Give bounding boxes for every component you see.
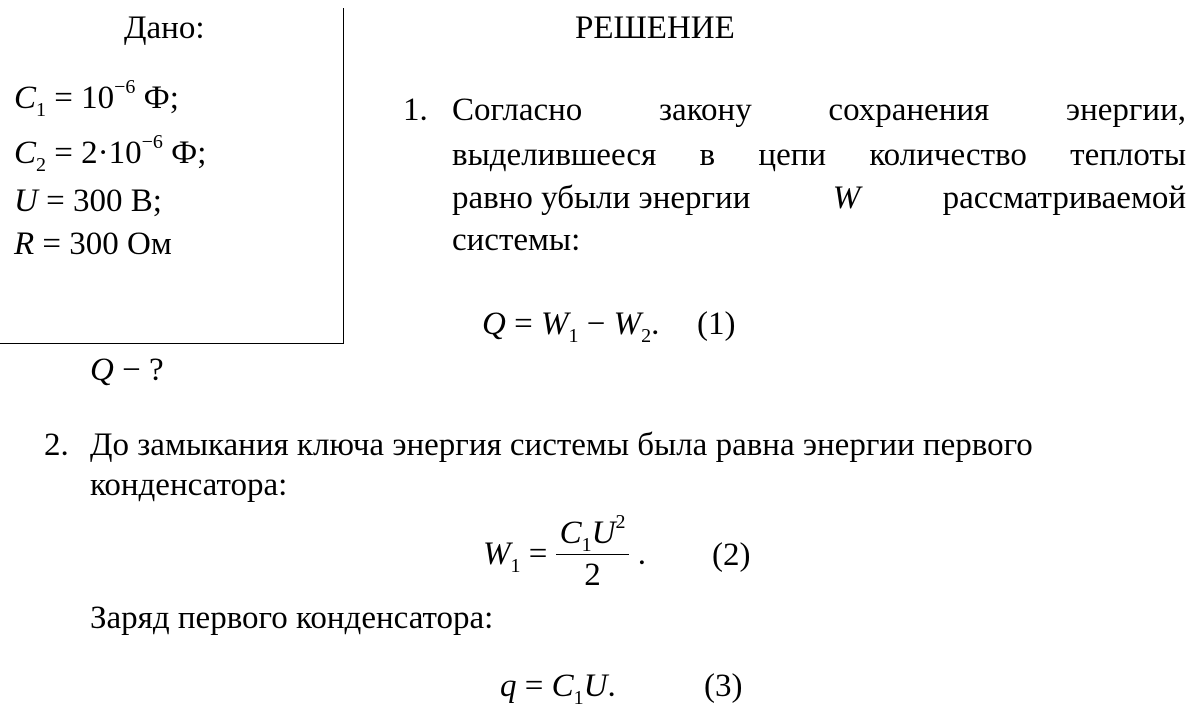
given-title: Дано: xyxy=(124,10,205,46)
formula-2-fraction: $\frac{C_1U^2}{2}$ xyxy=(556,515,630,594)
formula-3: $q = C_1U$. xyxy=(500,668,616,709)
step2-number: 2. xyxy=(44,427,69,463)
formula-2: $W_1$ = $\frac{C_1U^2}{2}$ . xyxy=(483,511,646,593)
formula-1-tag: (1) xyxy=(697,306,736,342)
step1-line-2: выделившееся в цепи количество теплоты xyxy=(452,137,1186,173)
step1-line-3-start: равно убыли энергии xyxy=(452,180,751,216)
step1-line-1: Согласно закону сохранения энергии, xyxy=(452,92,1186,128)
formula-2-tag: (2) xyxy=(712,537,751,573)
given-divider-horizontal xyxy=(0,343,344,344)
solution-title: РЕШЕНИЕ xyxy=(575,10,735,46)
step1-line-3 xyxy=(452,180,1186,217)
given-find: Q − ? xyxy=(90,352,164,388)
charge-label: Заряд первого конденсатора: xyxy=(90,600,494,636)
given-c1: $C_1 = 10^{-6}$ Ф; xyxy=(14,76,179,121)
given-divider-vertical xyxy=(343,8,344,344)
step2-line-1: До замыкания ключа энергия системы была равна энергии первого xyxy=(90,427,1033,463)
given-r: R = 300 Ом xyxy=(14,226,172,262)
step1-line-3-end: рассматриваемой xyxy=(942,180,1186,216)
formula-3-tag: (3) xyxy=(704,668,743,704)
formula-1: $Q = W_1 - W_2$. xyxy=(482,306,660,347)
step1-w-symbol: W xyxy=(832,180,861,216)
given-u: U = 300 В; xyxy=(14,183,162,219)
given-c2: $C_2 = 2\cdot 10^{-6}$ Ф; xyxy=(14,131,207,176)
step1-line-4: системы: xyxy=(452,222,581,258)
step2-line-2: конденсатора: xyxy=(90,467,288,503)
step1-number: 1. xyxy=(403,92,428,128)
